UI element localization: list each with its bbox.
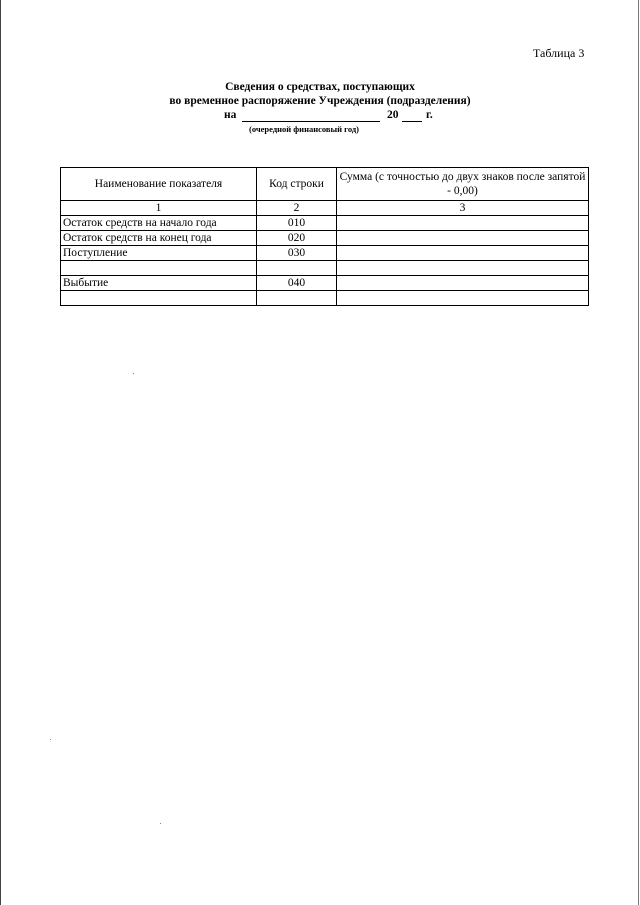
table-row [61,261,589,276]
document-title-line-2: во временное распоряжение Учреждения (подразделения) [169,95,471,107]
header-amount: Сумма (с точностью до двух знаков после запятой - 0,00) [337,168,589,201]
row-sum [337,261,589,276]
page-right-edge [638,0,639,905]
scan-speck [160,823,161,824]
row-sum [337,276,589,291]
row-name: Выбытие [61,276,257,291]
row-code [257,261,337,276]
table-row [61,291,589,306]
table-number-label: Таблица 3 [533,46,585,60]
column-number: 1 [61,201,257,216]
year-fill-blank [402,121,422,122]
date-fill-blank [242,121,380,122]
header-indicator-name: Наименование показателя [61,168,257,201]
row-code: 040 [257,276,337,291]
row-code [257,291,337,306]
row-sum [337,216,589,231]
row-name [61,261,257,276]
row-name [61,291,257,306]
date-caption: (очередной финансовый год) [249,124,359,134]
table-row [61,276,589,291]
date-century: 20 [387,109,399,121]
column-number: 3 [337,201,589,216]
table-row [61,216,589,231]
row-name: Остаток средств на конец года [61,231,257,246]
row-name: Остаток средств на начало года [61,216,257,231]
table-row [61,246,589,261]
scan-speck [133,373,134,374]
column-number: 2 [257,201,337,216]
table-row [61,231,589,246]
row-name: Поступление [61,246,257,261]
row-code: 010 [257,216,337,231]
column-number-row [61,201,589,216]
document-title-line-1: Сведения о средствах, поступающих [225,81,415,93]
row-sum [337,231,589,246]
header-row-code: Код строки [257,168,337,201]
page-left-edge [0,0,1,905]
row-code: 020 [257,231,337,246]
report-table [60,167,589,306]
row-sum [337,246,589,261]
row-sum [337,291,589,306]
date-suffix: г. [426,109,433,121]
scan-speck [50,739,51,740]
date-prefix: на [224,109,237,121]
row-code: 030 [257,246,337,261]
table-header-row [61,168,589,201]
